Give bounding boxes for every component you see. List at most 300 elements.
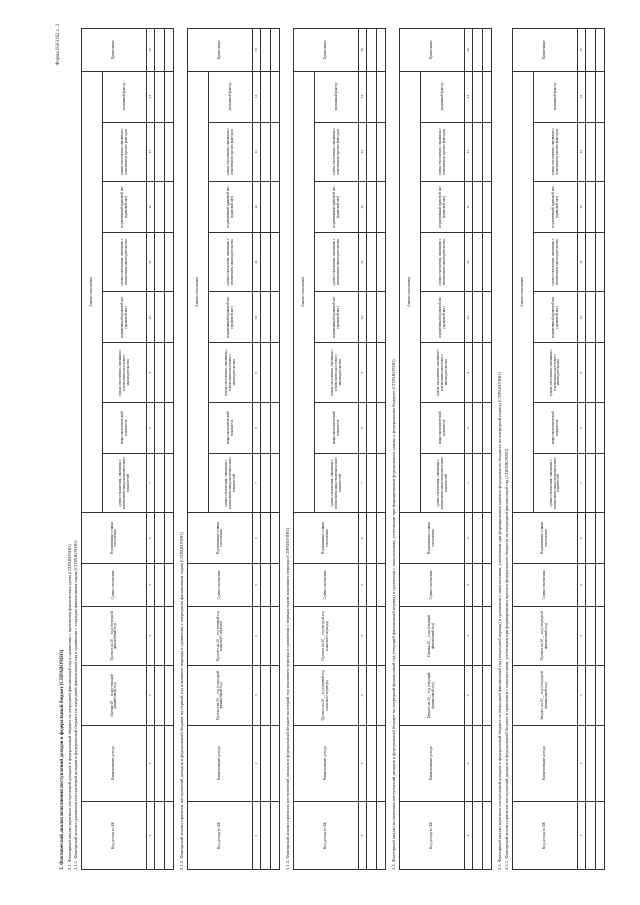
table-cell[interactable] [473, 122, 483, 181]
column-number: 2 [253, 725, 261, 801]
total-cell[interactable] [596, 181, 605, 232]
table-cell[interactable] [473, 512, 483, 563]
column-number: 12 [465, 181, 473, 232]
analysis-table [81, 28, 174, 870]
column-subheader: нормативный правовой акт (правовой акт) [209, 181, 253, 232]
column-number: 1 [359, 801, 367, 869]
total-cell[interactable] [165, 402, 174, 453]
total-cell[interactable] [483, 291, 492, 342]
total-cell[interactable] [271, 665, 280, 724]
column-subheader: нормативный правовой акт (правовой акт) [533, 291, 577, 342]
total-cell[interactable] [483, 453, 492, 512]
total-cell[interactable] [377, 402, 386, 453]
table-cell[interactable] [367, 232, 377, 291]
total-cell[interactable] [271, 232, 280, 291]
column-number: 2 [578, 725, 586, 801]
column-number: 10 [359, 291, 367, 342]
section-subtitle: 3.1.1. Факторный анализ сравнения поступлений доходов в федеральный бюджет на очередной финансовый год в сравнении с текущим финансовым годом (СПРАВОЧНО) [73, 539, 79, 870]
table-cell[interactable] [261, 725, 271, 801]
table-cell[interactable] [473, 181, 483, 232]
table-cell[interactable] [473, 665, 483, 724]
total-cell[interactable] [596, 342, 605, 401]
column-header: Наименование дохода [188, 725, 253, 801]
table-cell[interactable] [367, 512, 377, 563]
table-cell[interactable] [155, 606, 165, 665]
column-group-header: Анализ отклонения [188, 71, 209, 513]
table-cell[interactable] [261, 563, 271, 605]
column-group-header: Анализ отклонения [82, 71, 103, 513]
column-number: 10 [253, 291, 261, 342]
column-subheader: указанный фактор [421, 71, 465, 122]
column-number: 13 [359, 122, 367, 181]
column-header: Нормативные ставки отклонения [188, 512, 253, 563]
total-cell[interactable] [483, 28, 492, 71]
total-row [483, 28, 492, 869]
column-subheader: макроэкономический показатель [315, 402, 359, 453]
total-cell[interactable] [165, 665, 174, 724]
table-row [261, 28, 271, 869]
table-cell[interactable] [155, 232, 165, 291]
table-cell[interactable] [586, 342, 596, 401]
table-cell[interactable] [473, 28, 483, 71]
column-number: 9 [253, 342, 261, 401]
total-cell[interactable] [377, 512, 386, 563]
column-number: 15 [465, 28, 473, 71]
column-subheader: сумма отклонения, связанная с изменением налогового законодательства [103, 342, 147, 401]
table-cell[interactable] [367, 606, 377, 665]
column-header: Прогноз на 20__ год (очередной финансовый год) [513, 606, 578, 665]
column-header: Наименование дохода [294, 725, 359, 801]
column-header: Оценка 20__ года (текущий финансовый год) [400, 606, 465, 665]
column-number: 4 [359, 606, 367, 665]
column-number: 4 [578, 606, 586, 665]
column-subheader: указанный фактор [315, 71, 359, 122]
total-cell[interactable] [483, 232, 492, 291]
column-subheader: сумма отклонения, связанная с изменением прочих факторов [315, 122, 359, 181]
column-number: 12 [359, 181, 367, 232]
column-number: 3 [147, 665, 155, 724]
total-cell[interactable] [377, 342, 386, 401]
column-header: Наименование дохода [400, 725, 465, 801]
table-row [367, 28, 377, 869]
total-cell[interactable] [165, 71, 174, 122]
total-cell[interactable] [483, 665, 492, 724]
column-header: Сумма отклонения [400, 563, 465, 605]
table-cell[interactable] [155, 71, 165, 122]
column-number: 5 [253, 563, 261, 605]
total-cell[interactable] [596, 801, 605, 869]
column-number: 5 [359, 563, 367, 605]
column-number: 1 [578, 801, 586, 869]
column-subheader: макроэкономический показатель [209, 402, 253, 453]
total-cell[interactable] [165, 801, 174, 869]
total-cell[interactable] [165, 122, 174, 181]
column-number: 7 [359, 453, 367, 512]
column-header: Примечание [513, 28, 578, 71]
column-subheader: сумма отклонения, связанная с изменением законодательства [315, 232, 359, 291]
table-cell[interactable] [367, 563, 377, 605]
total-cell[interactable] [165, 606, 174, 665]
column-number: 5 [578, 563, 586, 605]
section-1 [68, 28, 175, 870]
section-4 [392, 28, 492, 870]
column-subheader: нормативный правовой акт (правовой акт) [209, 291, 253, 342]
column-number: 8 [147, 402, 155, 453]
column-subheader: макроэкономический показатель [533, 402, 577, 453]
table-cell[interactable] [586, 291, 596, 342]
table-cell[interactable] [586, 232, 596, 291]
table-cell[interactable] [586, 181, 596, 232]
total-cell[interactable] [483, 512, 492, 563]
table-cell[interactable] [155, 512, 165, 563]
table-cell[interactable] [586, 801, 596, 869]
table-cell[interactable] [155, 342, 165, 401]
column-header: Прогноз на 20__ год (очередной финансовый год) [82, 606, 147, 665]
table-cell[interactable] [367, 402, 377, 453]
table-cell[interactable] [155, 28, 165, 71]
total-cell[interactable] [483, 725, 492, 801]
column-subheader: нормативный правовой акт (правовой акт) [103, 291, 147, 342]
total-cell[interactable] [377, 28, 386, 71]
total-cell[interactable] [271, 122, 280, 181]
column-subheader: макроэкономический показатель [103, 402, 147, 453]
column-subheader: сумма отклонения, связанная с изменением прочих факторов [533, 122, 577, 181]
total-cell[interactable] [271, 606, 280, 665]
column-group-header: Анализ отклонения [513, 71, 534, 513]
total-cell[interactable] [165, 232, 174, 291]
column-subheader: сумма отклонения, связанная с изменением макроэкономических показателей [209, 453, 253, 512]
table-cell[interactable] [155, 122, 165, 181]
column-header: Код дохода по БК [188, 801, 253, 869]
column-number: 4 [253, 606, 261, 665]
column-number: 6 [359, 512, 367, 563]
column-number: 6 [253, 512, 261, 563]
column-subheader: нормативный правовой акт (правовой акт) [533, 181, 577, 232]
column-header: Прогноз на 20__ год (второй год планового периода) [294, 606, 359, 665]
total-cell[interactable] [377, 181, 386, 232]
column-number: 15 [147, 28, 155, 71]
column-number: 8 [578, 402, 586, 453]
column-number: 6 [147, 512, 155, 563]
table-cell[interactable] [367, 725, 377, 801]
total-cell[interactable] [596, 665, 605, 724]
table-cell[interactable] [586, 563, 596, 605]
total-cell[interactable] [271, 801, 280, 869]
column-subheader: указанный фактор [103, 71, 147, 122]
total-cell[interactable] [165, 512, 174, 563]
column-number: 12 [253, 181, 261, 232]
column-subheader: сумма отклонения, связанная с изменением прочих факторов [421, 122, 465, 181]
column-number: 4 [465, 606, 473, 665]
table-cell[interactable] [586, 453, 596, 512]
document-body [60, 28, 611, 870]
column-number: 2 [359, 725, 367, 801]
column-subheader: указанный фактор [209, 71, 253, 122]
section-2 [180, 28, 280, 870]
column-header: Прогноз на 20__ год (первый год планового периода) [294, 665, 359, 724]
total-cell[interactable] [483, 606, 492, 665]
total-cell[interactable] [377, 563, 386, 605]
column-subheader: сумма отклонения, связанная с изменением налогового законодательства [209, 342, 253, 401]
table-cell[interactable] [261, 512, 271, 563]
column-number: 5 [465, 563, 473, 605]
total-cell[interactable] [596, 71, 605, 122]
section-title: 3.1.3. Факторный анализ прогноза поступлений доходов в федеральный бюджет на второй год планового периода в сравнении с первым годом планового периода (СПРАВОЧНО) [285, 527, 291, 870]
table-cell[interactable] [261, 402, 271, 453]
column-subheader: сумма отклонения, связанная с изменением макроэкономических показателей [103, 453, 147, 512]
table-cell[interactable] [261, 122, 271, 181]
column-number: 7 [253, 453, 261, 512]
column-number: 11 [359, 232, 367, 291]
total-cell[interactable] [377, 725, 386, 801]
column-number: 4 [147, 606, 155, 665]
column-header: Наименование дохода [82, 725, 147, 801]
table-cell[interactable] [261, 606, 271, 665]
column-header: Сумма отклонения [82, 563, 147, 605]
total-cell[interactable] [377, 665, 386, 724]
table-cell[interactable] [586, 122, 596, 181]
column-subheader: сумма отклонения, связанная с изменением налогового законодательства [421, 342, 465, 401]
column-number: 8 [253, 402, 261, 453]
total-cell[interactable] [271, 291, 280, 342]
total-cell[interactable] [596, 563, 605, 605]
table-cell[interactable] [261, 801, 271, 869]
column-header: Бюджет на 20__ год (очередной финансовый год) [513, 665, 578, 724]
column-number: 3 [465, 665, 473, 724]
column-number: 7 [465, 453, 473, 512]
total-cell[interactable] [596, 402, 605, 453]
table-row [155, 28, 165, 869]
table-cell[interactable] [261, 291, 271, 342]
column-number: 1 [465, 801, 473, 869]
total-cell[interactable] [271, 342, 280, 401]
table-cell[interactable] [473, 291, 483, 342]
total-cell[interactable] [596, 606, 605, 665]
table-cell[interactable] [367, 71, 377, 122]
total-cell[interactable] [271, 402, 280, 453]
total-cell[interactable] [483, 71, 492, 122]
column-number: 2 [465, 725, 473, 801]
table-cell[interactable] [473, 563, 483, 605]
total-cell[interactable] [596, 453, 605, 512]
column-number: 9 [359, 342, 367, 401]
column-subheader: сумма отклонения, связанная с изменением законодательства [533, 232, 577, 291]
total-cell[interactable] [271, 563, 280, 605]
table-cell[interactable] [367, 291, 377, 342]
total-cell[interactable] [165, 342, 174, 401]
table-cell[interactable] [155, 801, 165, 869]
document-heading: 3. Фактический анализ исполнения поступлений доходов в федеральный бюджет (СПРАВОЧНО) [60, 649, 65, 870]
total-cell[interactable] [271, 71, 280, 122]
total-cell[interactable] [271, 725, 280, 801]
total-cell[interactable] [165, 453, 174, 512]
table-cell[interactable] [586, 71, 596, 122]
table-cell[interactable] [473, 606, 483, 665]
table-cell[interactable] [473, 342, 483, 401]
table-row [586, 28, 596, 869]
table-cell[interactable] [367, 28, 377, 71]
total-cell[interactable] [165, 563, 174, 605]
total-cell[interactable] [377, 606, 386, 665]
total-cell[interactable] [377, 453, 386, 512]
total-cell[interactable] [165, 725, 174, 801]
total-cell[interactable] [483, 402, 492, 453]
total-cell[interactable] [483, 181, 492, 232]
column-header: Сумма отклонения [513, 563, 578, 605]
table-cell[interactable] [473, 232, 483, 291]
total-cell[interactable] [596, 291, 605, 342]
table-cell[interactable] [586, 665, 596, 724]
table-cell[interactable] [155, 291, 165, 342]
total-cell[interactable] [596, 28, 605, 71]
total-row [596, 28, 605, 869]
total-cell[interactable] [377, 801, 386, 869]
analysis-table [187, 28, 280, 870]
table-cell[interactable] [155, 453, 165, 512]
total-cell[interactable] [165, 291, 174, 342]
column-subheader: сумма отклонения, связанная с изменением законодательства [209, 232, 253, 291]
table-cell[interactable] [261, 181, 271, 232]
column-number: 6 [465, 512, 473, 563]
section-3 [286, 28, 386, 870]
table-cell[interactable] [261, 453, 271, 512]
table-cell[interactable] [473, 71, 483, 122]
table-cell[interactable] [367, 122, 377, 181]
table-cell[interactable] [473, 453, 483, 512]
column-header: Примечание [82, 28, 147, 71]
total-cell[interactable] [271, 28, 280, 71]
column-number: 7 [578, 453, 586, 512]
column-subheader: нормативный правовой акт (правовой акт) [421, 181, 465, 232]
column-subheader: сумма отклонения, связанная с изменением налогового законодательства [533, 342, 577, 401]
table-cell[interactable] [367, 801, 377, 869]
total-cell[interactable] [483, 342, 492, 401]
table-cell[interactable] [261, 232, 271, 291]
section-title: 3.3. Факторный анализ прогноза поступлений доходов в федеральный бюджет на очередной финансовый год (очередной период) в сравнении с показателями, учтенными при формировании проекта федерального бюджета на очередной период (СПРАВОЧНО) [497, 371, 503, 870]
column-number: 12 [578, 181, 586, 232]
total-row [165, 28, 174, 869]
column-number: 6 [578, 512, 586, 563]
total-cell[interactable] [377, 122, 386, 181]
column-header: Код дохода по БК [400, 801, 465, 869]
column-number: 3 [578, 665, 586, 724]
total-cell[interactable] [596, 232, 605, 291]
column-number: 8 [465, 402, 473, 453]
total-cell[interactable] [483, 801, 492, 869]
column-header: Прогноз на 20__ год (первый год планового периода) [188, 606, 253, 665]
column-number: 9 [147, 342, 155, 401]
table-cell[interactable] [261, 665, 271, 724]
total-cell[interactable] [165, 28, 174, 71]
table-cell[interactable] [155, 725, 165, 801]
table-row [473, 28, 483, 869]
column-subheader: нормативный правовой акт (правовой акт) [421, 291, 465, 342]
total-cell[interactable] [596, 725, 605, 801]
column-number: 15 [578, 28, 586, 71]
column-subheader: сумма отклонения, связанная с изменением законодательства [421, 232, 465, 291]
table-cell[interactable] [586, 606, 596, 665]
column-number: 14 [578, 71, 586, 122]
column-subheader: сумма отклонения, связанная с изменением макроэкономических показателей [533, 453, 577, 512]
column-number: 9 [465, 342, 473, 401]
column-header: Код дохода по БК [513, 801, 578, 869]
column-number: 2 [147, 725, 155, 801]
column-number: 14 [147, 71, 155, 122]
column-number: 12 [147, 181, 155, 232]
analysis-table [293, 28, 386, 870]
column-number: 14 [465, 71, 473, 122]
total-cell[interactable] [596, 512, 605, 563]
column-header: Код дохода по БК [294, 801, 359, 869]
total-cell[interactable] [377, 71, 386, 122]
column-header: Бюджет на 20__ год (текущий финансовый год) [400, 665, 465, 724]
table-cell[interactable] [261, 342, 271, 401]
column-number: 10 [147, 291, 155, 342]
total-cell[interactable] [377, 291, 386, 342]
column-header: Сумма отклонения [188, 563, 253, 605]
column-number: 14 [253, 71, 261, 122]
total-row [377, 28, 386, 869]
table-cell[interactable] [473, 725, 483, 801]
column-header: Нормативные ставки отклонения [82, 512, 147, 563]
column-number: 1 [147, 801, 155, 869]
total-cell[interactable] [483, 563, 492, 605]
column-subheader: нормативный правовой акт (правовой акт) [315, 291, 359, 342]
table-cell[interactable] [261, 71, 271, 122]
total-cell[interactable] [596, 122, 605, 181]
table-cell[interactable] [367, 181, 377, 232]
table-cell[interactable] [367, 665, 377, 724]
table-cell[interactable] [155, 402, 165, 453]
total-cell[interactable] [377, 232, 386, 291]
table-cell[interactable] [473, 402, 483, 453]
section-subtitle: 4.3.1. Факторный анализ прогноза поступлений доходов в федеральный бюджет в сравнении с показателями, учтенными при формировании проекта федерального бюджета на очередной финансовый год (СПРАВОЧНО) [504, 448, 510, 870]
table-cell[interactable] [586, 512, 596, 563]
table-cell[interactable] [155, 665, 165, 724]
column-header: Код дохода по БК [82, 801, 147, 869]
column-subheader: нормативный правовой акт (правовой акт) [103, 181, 147, 232]
table-cell[interactable] [367, 342, 377, 401]
total-row [271, 28, 280, 869]
sections-container [68, 28, 606, 870]
section-title: 3.2. Факторный анализ исполнения поступлений доходов в федеральный бюджет на очередной финансовый год (текущий финансовый период) в сравнении с показателями, учтенными при формировании федерального закона о федеральном бюджете (СПРАВОЧНО) [391, 358, 397, 870]
total-cell[interactable] [165, 181, 174, 232]
column-subheader: указанный фактор [533, 71, 577, 122]
table-cell[interactable] [261, 28, 271, 71]
column-header: Примечание [188, 28, 253, 71]
analysis-table [512, 28, 605, 870]
table-cell[interactable] [155, 181, 165, 232]
column-number: 15 [253, 28, 261, 71]
column-header: Примечание [400, 28, 465, 71]
column-header: Наименование дохода [513, 725, 578, 801]
table-cell[interactable] [473, 801, 483, 869]
total-cell[interactable] [271, 512, 280, 563]
section-5 [498, 28, 605, 870]
column-number: 10 [465, 291, 473, 342]
column-number: 13 [147, 122, 155, 181]
table-cell[interactable] [586, 725, 596, 801]
column-number: 11 [147, 232, 155, 291]
total-cell[interactable] [271, 181, 280, 232]
table-cell[interactable] [586, 402, 596, 453]
table-cell[interactable] [367, 453, 377, 512]
column-subheader: сумма отклонения, связанная с изменением прочих факторов [209, 122, 253, 181]
table-cell[interactable] [586, 28, 596, 71]
total-cell[interactable] [483, 122, 492, 181]
table-cell[interactable] [155, 563, 165, 605]
total-cell[interactable] [271, 453, 280, 512]
